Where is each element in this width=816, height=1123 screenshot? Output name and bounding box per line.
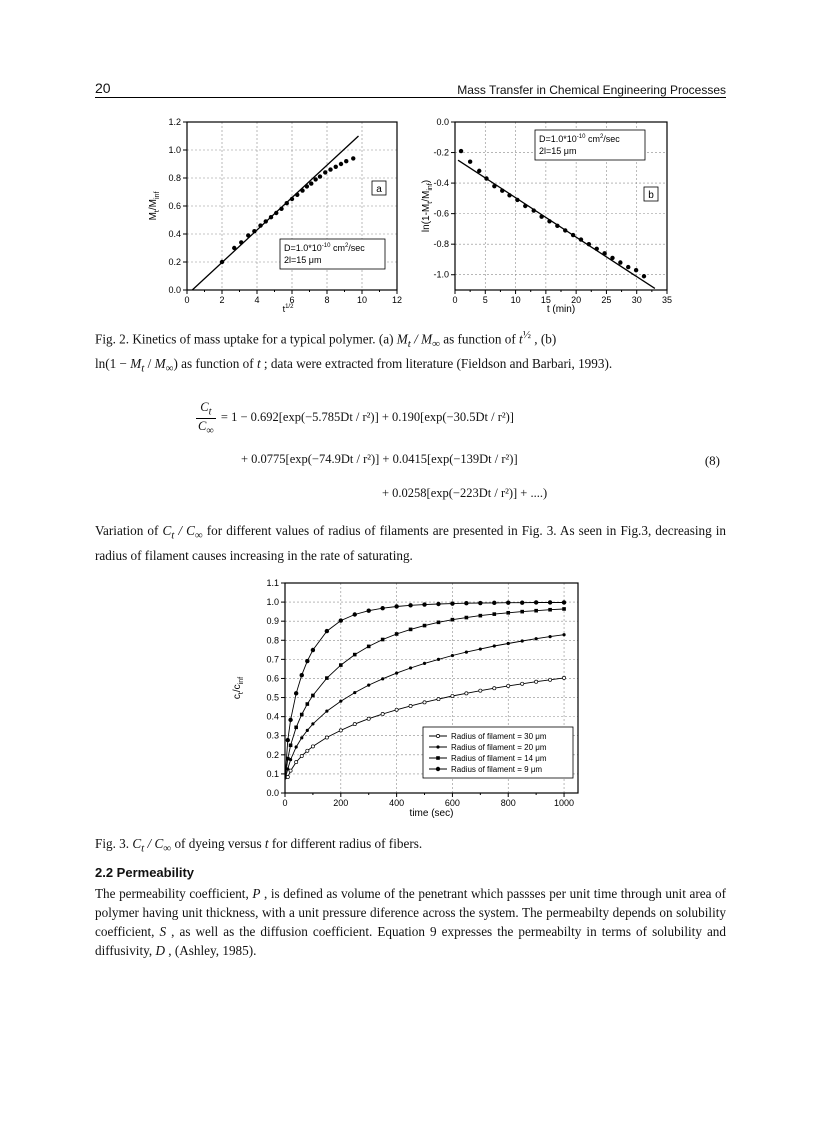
series-marker (507, 684, 510, 687)
series-marker (311, 648, 315, 652)
data-point (323, 170, 327, 174)
series-marker (295, 760, 298, 763)
data-point (477, 169, 481, 173)
series-marker (306, 702, 310, 706)
data-point (634, 268, 638, 272)
series-marker (367, 684, 370, 687)
x-tick-label: 10 (510, 295, 521, 305)
data-point (264, 219, 268, 223)
series-marker (520, 610, 524, 614)
series-marker (465, 651, 468, 654)
x-tick-label: 15 (540, 295, 551, 305)
series-marker (437, 697, 440, 700)
data-point (610, 256, 614, 260)
data-point (252, 229, 256, 233)
x-tick-label: 800 (500, 798, 516, 808)
data-point (339, 162, 343, 166)
annotation-thickness: 2l=15 μm (539, 146, 577, 156)
data-point (500, 189, 504, 193)
series-marker (562, 607, 566, 611)
equation-number: (8) (704, 453, 720, 468)
series-marker (289, 769, 292, 772)
data-point (515, 198, 519, 202)
series-marker (325, 676, 329, 680)
series-marker (300, 736, 303, 739)
x-axis-label: t (min) (546, 304, 576, 315)
series-marker (535, 680, 538, 683)
series-marker (562, 676, 565, 679)
annotation-diffusivity: $D=1.0*10^{-10}$ $cm^2/\sec$ (284, 243, 365, 253)
equation-8-line-2: + 0.0775[exp(−74.9Dt / r²)] + 0.0415[exp(−139Dt / r²)] (241, 452, 518, 466)
y-tick-label: 1.0 (266, 597, 279, 608)
series-marker (451, 618, 455, 622)
data-point (547, 219, 551, 223)
y-tick-label: 0.5 (266, 692, 279, 703)
data-point (313, 177, 317, 181)
series-marker (409, 666, 412, 669)
series-marker (465, 616, 469, 620)
series-marker (311, 722, 314, 725)
series-marker (493, 687, 496, 690)
data-point (579, 237, 583, 241)
data-point (334, 165, 338, 169)
series-marker (311, 694, 315, 698)
figure-3-caption: Fig. 3. $C_t / C_\infty$ of dyeing versus t for different radius of fibers. (95, 836, 423, 855)
series-marker (339, 618, 343, 622)
legend-label: Radius of filament = 9 μm (451, 765, 543, 774)
data-point (318, 174, 322, 178)
figure-2a-chart (140, 112, 410, 312)
y-tick-label: 0.2 (168, 257, 181, 267)
series-marker (436, 756, 440, 760)
series-marker (306, 749, 309, 752)
series-marker (464, 601, 468, 605)
x-tick-label: 0 (184, 295, 190, 305)
y-tick-label: -1.0 (433, 269, 449, 280)
data-point (300, 188, 304, 192)
page-number: 20 (95, 80, 111, 96)
series-marker (422, 602, 426, 606)
x-tick-label: 6 (289, 295, 295, 305)
panel-label: a (376, 184, 382, 195)
data-point (587, 242, 591, 246)
figure-3-chart (218, 575, 598, 827)
series-marker (311, 745, 314, 748)
x-axis-label: $t^{1/2}$ (282, 304, 294, 312)
y-axis-label: $c_t/c_{inf}$ (232, 676, 245, 700)
equation-8-line-1: $\frac{C_t}{C_\infty}$ = 1 − 0.692[exp(−5.785Dt / r²)] + 0.190[exp(−30.5Dt / r²)] (198, 400, 514, 436)
series-marker (300, 754, 303, 757)
series-marker (520, 600, 524, 604)
series-marker (381, 712, 384, 715)
data-point (246, 233, 250, 237)
running-header (95, 80, 726, 98)
series-marker (408, 603, 412, 607)
series-marker (353, 691, 356, 694)
series-marker (325, 629, 329, 633)
series-marker (409, 628, 413, 632)
x-tick-label: 0 (282, 798, 288, 808)
series-marker (535, 637, 538, 640)
series-marker (294, 726, 298, 730)
x-tick-label: 0 (452, 295, 458, 305)
x-tick-label: 400 (389, 798, 405, 808)
x-tick-label: 5 (482, 295, 488, 305)
series-marker (437, 621, 441, 625)
y-tick-label: 0.6 (168, 201, 181, 211)
figure-2b-chart (415, 112, 680, 320)
series-marker (423, 624, 427, 628)
figure-2-caption: Fig. 2. Kinetics of mass uptake for a typical polymer. (a) $M_t / M_\infty$ as function of $t^{\frac{1}{2}}$ , (b) $\ln(1 - M_t / M_\infty)$ as function of t ; data were extracted from literature (Fieldson and Barbari, 1993). (95, 329, 613, 375)
y-tick-label: 0.8 (168, 173, 181, 183)
data-point (555, 224, 559, 228)
series-marker (423, 701, 426, 704)
y-tick-label: 0.0 (266, 788, 279, 798)
data-point (279, 207, 283, 211)
data-point (239, 240, 243, 244)
series-marker (395, 632, 399, 636)
series-marker (325, 710, 328, 713)
series-marker (506, 600, 510, 604)
series-marker (300, 673, 304, 677)
y-tick-label: 1.2 (168, 117, 181, 127)
series-marker (436, 767, 440, 771)
y-tick-label: 0.0 (168, 285, 181, 295)
series-marker (450, 601, 454, 605)
series-marker (548, 635, 551, 638)
x-tick-label: 10 (356, 295, 368, 305)
series-marker (478, 601, 482, 605)
data-point (618, 260, 622, 264)
y-tick-label: 1.1 (266, 578, 279, 588)
x-tick-label: 35 (661, 295, 673, 305)
x-tick-label: 20 (571, 295, 582, 305)
series-marker (381, 677, 384, 680)
series-marker (409, 704, 412, 707)
series-marker (353, 653, 357, 657)
series-marker (436, 745, 439, 748)
series-marker (295, 745, 298, 748)
x-tick-label: 1000 (554, 798, 575, 808)
data-point (351, 156, 355, 160)
series-marker (286, 775, 289, 778)
series-marker (353, 722, 356, 725)
x-tick-label: 25 (601, 295, 612, 305)
x-tick-label: 600 (444, 798, 460, 808)
annotation-thickness: 2l=15 μm (284, 255, 322, 265)
y-tick-label: 0.2 (266, 749, 279, 760)
series-marker (367, 717, 370, 720)
series-marker (521, 682, 524, 685)
data-point (290, 197, 294, 201)
data-point (468, 160, 472, 164)
series-marker (339, 729, 342, 732)
y-tick-label: 0.4 (266, 711, 279, 722)
data-point (459, 149, 463, 153)
series-marker (534, 600, 538, 604)
paragraph-saturation: Variation of $C_t / C_\infty$ for different values of radius of filaments are presented in Fig. 3. As seen in Fig.3, decreasing in radius of filament causes increasing in the rate of saturating. (95, 523, 726, 563)
data-point (328, 167, 332, 171)
y-tick-label: -0.6 (433, 208, 449, 219)
panel-label: b (648, 190, 654, 201)
legend-label: Radius of filament = 30 μm (451, 732, 547, 741)
x-tick-label: 8 (324, 295, 330, 305)
data-point (285, 201, 289, 205)
section-heading: 2.2 Permeability (95, 865, 194, 880)
series-marker (479, 689, 482, 692)
series-marker (479, 614, 483, 618)
series-marker (306, 729, 309, 732)
equation-lhs-fraction: $\frac{C_t}{C_\infty}$ (198, 400, 214, 436)
data-point (642, 274, 646, 278)
series-marker (493, 644, 496, 647)
series-marker (353, 612, 357, 616)
series-marker (451, 654, 454, 657)
y-tick-label: -0.2 (433, 147, 449, 158)
series-marker (394, 604, 398, 608)
y-tick-label: 0.0 (436, 117, 449, 127)
y-tick-label: -0.4 (433, 178, 449, 189)
y-tick-label: -0.8 (433, 239, 449, 250)
series-marker (367, 645, 371, 649)
data-point (532, 208, 536, 212)
series-marker (436, 602, 440, 606)
x-tick-label: 12 (391, 295, 403, 305)
data-point (344, 159, 348, 163)
series-marker (548, 608, 552, 612)
series-marker (437, 658, 440, 661)
series-marker (367, 608, 371, 612)
data-point (626, 265, 630, 269)
y-tick-label: 0.3 (266, 730, 279, 741)
data-point (492, 184, 496, 188)
y-tick-label: 0.6 (266, 673, 279, 684)
y-tick-label: 0.4 (168, 229, 181, 239)
y-tick-label: 1.0 (168, 145, 181, 155)
paragraph-permeability: The permeability coefficient, P , is defined as volume of the penetrant which passses per unit time through unit area of polymer having unit thickness, with a unit pressure diference across the system. The permeabilty depends on solubility coefficient, S , as well as the diffusion coefficient. Equation 9 expresses the permeabilty in terms of solubility and diffusivity, D , (Ashley, 1985). (95, 886, 726, 958)
data-point (571, 233, 575, 237)
series-marker (465, 692, 468, 695)
y-tick-label: 0.1 (266, 768, 279, 779)
series-marker (521, 639, 524, 642)
x-tick-label: 2 (219, 295, 225, 305)
data-point (539, 214, 543, 218)
data-point (523, 204, 527, 208)
series-marker (506, 611, 510, 615)
series-marker (325, 736, 328, 739)
series-marker (436, 734, 439, 737)
data-point (295, 193, 299, 197)
series-marker (507, 642, 510, 645)
series-marker (339, 700, 342, 703)
series-marker (423, 662, 426, 665)
annotation-diffusivity: $D=1.0*10^{-10}$ $cm^2/\sec$ (539, 134, 620, 144)
series-marker (288, 718, 292, 722)
y-axis-label: $\ln(1-M_t/M_{inf})$ (421, 179, 434, 233)
series-marker (380, 606, 384, 610)
x-tick-label: 200 (333, 798, 349, 808)
x-axis-label: time (sec) (409, 808, 454, 819)
series-marker (548, 678, 551, 681)
x-tick-label: 4 (254, 295, 260, 305)
series-marker (305, 659, 309, 663)
data-point (595, 247, 599, 251)
data-point (484, 176, 488, 180)
series-marker (289, 743, 293, 747)
equation-8-line-3: + 0.0258[exp(−223Dt / r²)] + ....) (382, 486, 548, 500)
legend-label: Radius of filament = 20 μm (451, 743, 547, 752)
series-marker (451, 694, 454, 697)
series-marker (339, 663, 343, 667)
running-title: Mass Transfer in Chemical Engineering Processes (457, 83, 726, 97)
series-marker (395, 672, 398, 675)
series-marker (300, 713, 304, 717)
data-point (220, 260, 224, 264)
y-tick-label: 0.9 (266, 616, 279, 627)
x-tick-label: 30 (631, 295, 642, 305)
series-marker (562, 633, 565, 636)
series-marker (534, 609, 538, 613)
data-point (602, 251, 606, 255)
y-axis-label: $M_t/M_{inf}$ (148, 191, 161, 221)
data-point (309, 181, 313, 185)
data-point (232, 246, 236, 250)
series-marker (395, 708, 398, 711)
data-point (563, 228, 567, 232)
series-marker (286, 738, 290, 742)
data-point (274, 211, 278, 215)
legend-label: Radius of filament = 14 μm (451, 754, 547, 763)
data-point (269, 215, 273, 219)
series-marker (294, 691, 298, 695)
series-marker (492, 601, 496, 605)
data-point (305, 184, 309, 188)
data-point (258, 223, 262, 227)
y-tick-label: 0.8 (266, 635, 279, 646)
series-marker (381, 638, 385, 642)
data-point (507, 193, 511, 197)
series-marker (562, 600, 566, 604)
y-tick-label: 0.7 (266, 654, 279, 665)
series-marker (548, 600, 552, 604)
series-marker (492, 612, 496, 616)
series-marker (479, 647, 482, 650)
